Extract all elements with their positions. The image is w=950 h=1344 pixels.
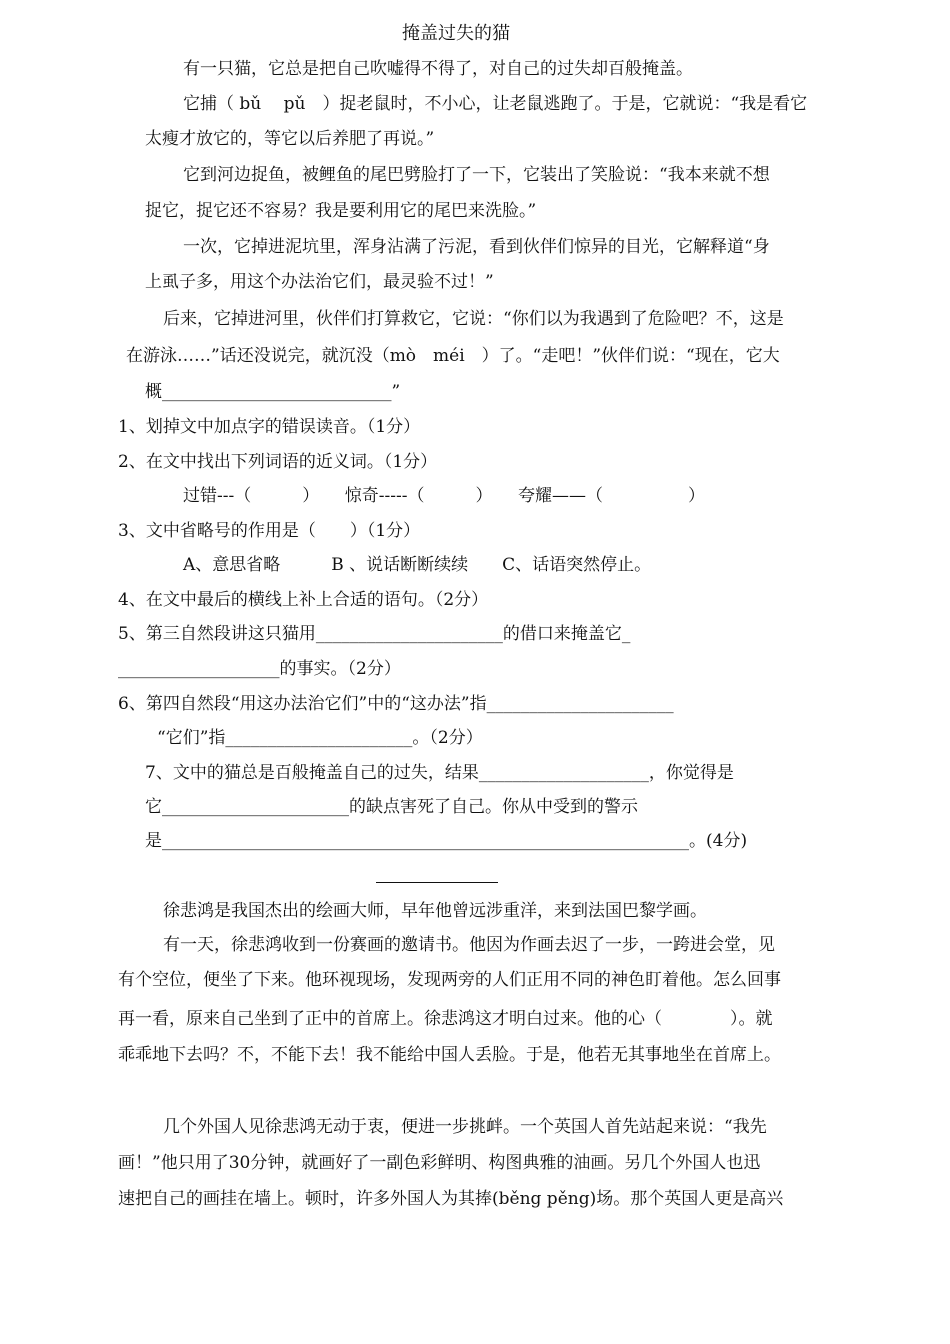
story1-line: 在游泳……”话还没说完，就沉没（mò méi ）了。“走吧！”伙伴们说：“现在，它大	[126, 346, 780, 366]
question-5: 5、第三自然段讲这只猫用______________________的借口来掩盖它_	[118, 624, 631, 644]
question-1: 1、划掉文中加点字的错误读音。（1分）	[118, 417, 421, 437]
story2-line: 速把自己的画挂在墙上。顿时，许多外国人为其捧(běng pěng)场。那个英国人更是高兴	[118, 1189, 784, 1209]
story1-line: 概___________________________”	[145, 382, 401, 402]
story1-line: 后来，它掉进河里，伙伴们打算救它，它说：“你们以为我遇到了危险吧？不，这是	[163, 309, 784, 329]
question-2: 2、在文中找出下列词语的近义词。（1分）	[118, 452, 438, 472]
story2-line: 乖乖地下去吗？不，不能下去！我不能给中国人丢脸。于是，他若无其事地坐在首席上。	[118, 1045, 781, 1065]
story1-line: 它捕（ bǔ pǔ ）捉老鼠时，不小心，让老鼠逃跑了。于是，它就说：“我是看它	[183, 94, 808, 114]
story2-line: 再一看，原来自己坐到了正中的首席上。徐悲鸿这才明白过来。他的心（ ）。就	[118, 1009, 773, 1029]
question-7-cont: 它______________________的缺点害死了自己。你从中受到的警示	[145, 797, 638, 817]
story1-line: 上虱子多，用这个办法治它们，最灵验不过！”	[145, 272, 494, 292]
story1-line: 它到河边捉鱼，被鲤鱼的尾巴劈脸打了一下，它装出了笑脸说：“我本来就不想	[183, 165, 770, 185]
story1-line: 有一只猫，它总是把自己吹嘘得不得了，对自己的过失却百般掩盖。	[183, 59, 693, 79]
section-divider	[376, 882, 498, 883]
story2-line: 有个空位，便坐了下来。他环视现场，发现两旁的人们正用不同的神色盯着他。怎么回事	[118, 970, 781, 990]
question-3: 3、文中省略号的作用是（ ）（1分）	[118, 521, 421, 541]
story1-line: 一次，它掉进泥坑里，浑身沾满了污泥，看到伙伴们惊异的目光，它解释道“身	[183, 237, 770, 257]
story2-line: 几个外国人见徐悲鸿无动于衷，便进一步挑衅。一个英国人首先站起来说：“我先	[163, 1117, 767, 1137]
story-title: 掩盖过失的猫	[402, 23, 510, 44]
story2-line: 有一天，徐悲鸿收到一份赛画的邀请书。他因为作画去迟了一步，一跨进会堂，见	[163, 935, 775, 955]
question-6-cont: “它们”指______________________。（2分）	[157, 728, 483, 748]
question-4: 4、在文中最后的横线上补上合适的语句。（2分）	[118, 590, 489, 610]
question-3-options: A、意思省略 B 、说话断断续续 C、话语突然停止。	[183, 555, 652, 575]
story1-line: 捉它，捉它还不容易？我是要利用它的尾巴来洗脸。”	[145, 201, 537, 221]
question-6: 6、第四自然段“用这办法治它们”中的“这办法”指______________________	[118, 694, 674, 714]
question-7: 7、文中的猫总是百般掩盖自己的过失，结果____________________，你觉得是	[145, 763, 734, 783]
question-7-end: 是______________________________________________________________。(4分)	[145, 831, 748, 851]
story2-line: 画！”他只用了30分钟，就画好了一副色彩鲜明、构图典雅的油画。另几个外国人也迅	[118, 1153, 761, 1173]
question-2-items: 过错---（ ） 惊奇-----（ ） 夸耀——（ ）	[183, 486, 705, 506]
story2-line: 徐悲鸿是我国杰出的绘画大师，早年他曾远涉重洋，来到法国巴黎学画。	[163, 901, 707, 921]
question-5-cont: ___________________的事实。（2分）	[118, 659, 401, 679]
story1-line: 太瘦才放它的，等它以后养肥了再说。”	[145, 129, 435, 149]
